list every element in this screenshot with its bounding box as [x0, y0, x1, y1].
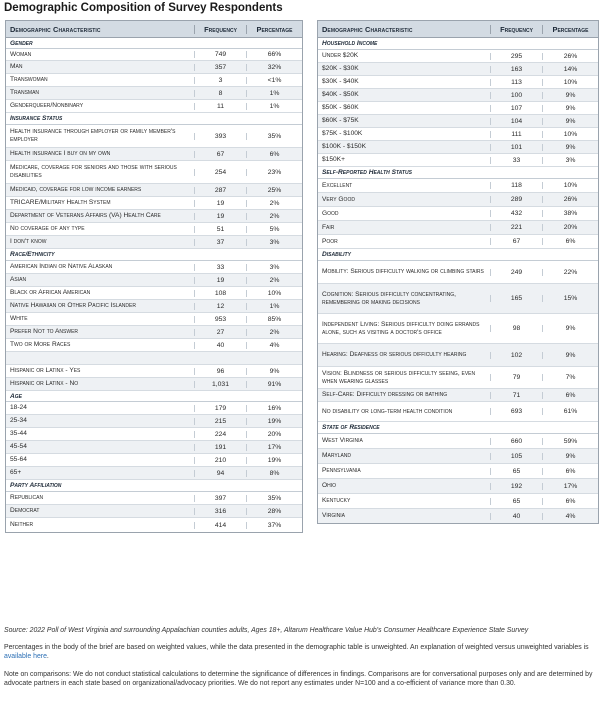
row-label: West Virginia [322, 437, 363, 444]
row-frequency: 94 [194, 470, 246, 477]
row-label: Transwoman [10, 76, 48, 83]
row-frequency: 111 [490, 131, 542, 138]
row-frequency: 224 [194, 431, 246, 438]
row-percentage: 25% [246, 187, 302, 194]
row-frequency: 3 [194, 77, 246, 84]
row-label: Native Hawaiian or Other Pacific Islander [10, 302, 136, 309]
table-row [318, 179, 598, 193]
section-header-gender: Gender [6, 38, 302, 49]
table-row [6, 61, 302, 74]
row-label: Black or African American [10, 289, 91, 296]
table-row [6, 428, 302, 441]
table-row [6, 100, 302, 113]
table-row [318, 434, 598, 449]
table-row [6, 505, 302, 518]
row-frequency: 96 [194, 368, 246, 375]
section-header-party-affiliation: Party Affiliation [6, 480, 302, 492]
section-header-state-of-residence: State of Residence [318, 422, 598, 434]
row-percentage: 3% [246, 239, 302, 246]
row-label: Democrat [10, 507, 40, 514]
table-row [318, 261, 598, 284]
row-percentage: 16% [246, 405, 302, 412]
row-percentage: 59% [542, 438, 598, 445]
section-header-insurance-status: Insurance Status [6, 113, 302, 125]
table-row [318, 449, 598, 464]
table-row [318, 221, 598, 235]
row-percentage: 2% [246, 329, 302, 336]
row-frequency: 660 [490, 438, 542, 445]
row-frequency: 51 [194, 226, 246, 233]
row-percentage: 5% [246, 226, 302, 233]
row-frequency: 33 [194, 264, 246, 271]
row-percentage: 3% [542, 157, 598, 164]
table-header [318, 21, 598, 38]
row-label: 18-24 [10, 404, 27, 411]
table-row [6, 454, 302, 467]
row-label: Independent Living: Serious difficulty doing errands alone, such as visiting a doctor's office [322, 320, 480, 336]
weighting-note [4, 643, 596, 661]
row-frequency: 67 [194, 151, 246, 158]
row-frequency: 210 [194, 457, 246, 464]
row-label: $20K - $30K [322, 65, 359, 72]
row-label: Man [10, 63, 23, 70]
row-frequency: 104 [490, 118, 542, 125]
table-row [318, 344, 598, 367]
row-frequency: 65 [490, 468, 542, 475]
row-percentage: 2% [246, 213, 302, 220]
row-label: $50K - $60K [322, 104, 359, 111]
row-frequency: 163 [490, 66, 542, 73]
row-label: 55-64 [10, 456, 27, 463]
row-frequency: 65 [490, 498, 542, 505]
table-row [6, 352, 302, 365]
row-percentage: 6% [542, 392, 598, 399]
row-label: Excellent [322, 181, 353, 189]
table-row [318, 50, 598, 63]
row-label: Cognition: Serious difficulty concentrating, remembering or making decisions [322, 290, 456, 306]
row-frequency: 40 [490, 513, 542, 520]
row-label: Department of Veterans Affairs (VA) Health Care [10, 212, 161, 219]
row-label: Fair [322, 223, 335, 231]
row-percentage: 9% [542, 325, 598, 332]
table-row [318, 102, 598, 115]
row-frequency: 357 [194, 64, 246, 71]
row-percentage: 15% [542, 295, 598, 302]
row-percentage: 10% [542, 79, 598, 86]
table-row [318, 389, 598, 402]
row-percentage: 10% [542, 182, 598, 189]
row-percentage: 4% [246, 342, 302, 349]
row-label: $75K - $100K [322, 130, 363, 137]
table-row [318, 115, 598, 128]
row-label: Hispanic or Latinx - No [10, 380, 79, 387]
row-percentage: 85% [246, 316, 302, 323]
row-frequency: 11 [194, 103, 246, 110]
row-label: $40K - $50K [322, 91, 359, 98]
row-label: Woman [10, 50, 32, 58]
row-label: Health insurance I buy on my own [10, 150, 111, 157]
row-frequency: 108 [194, 290, 246, 297]
header-frequency: Frequency [490, 25, 542, 34]
row-label: Medicare, coverage for seniors and those with serious disabilities [10, 164, 177, 179]
table-row [318, 193, 598, 207]
row-label: 25-34 [10, 417, 27, 424]
row-frequency: 8 [194, 90, 246, 97]
row-percentage: 35% [246, 133, 302, 140]
row-label: Transman [10, 89, 40, 96]
section-header-disability: Disability [318, 249, 598, 261]
row-frequency: 113 [490, 79, 542, 86]
row-percentage: 6% [246, 151, 302, 158]
row-label: Medicaid, coverage for low income earners [10, 186, 142, 193]
table-row [318, 464, 598, 479]
row-frequency: 37 [194, 239, 246, 246]
table-row [6, 402, 302, 415]
table-row [318, 154, 598, 167]
section-header-race-ethnicity: Race/Ethnicity [6, 249, 302, 261]
row-percentage: 9% [246, 368, 302, 375]
weighting-note-text: Percentages in the body of the brief are based on weighted values, while the data presented in the demographic table is unweighted. An explanation of weighted versus unweighted variables is [4, 644, 589, 651]
row-percentage: 9% [542, 352, 598, 359]
row-label: Asian [10, 276, 27, 283]
row-frequency: 179 [194, 405, 246, 412]
row-label: Two or More Races [10, 341, 71, 348]
row-label: 65+ [10, 469, 22, 476]
section-header-self-reported-health-status: Self-Reported Health Status [318, 167, 598, 179]
row-frequency: 287 [194, 187, 246, 194]
table-row [6, 184, 302, 197]
row-frequency: 316 [194, 508, 246, 515]
row-percentage: 35% [246, 495, 302, 502]
row-label: 35-44 [10, 430, 27, 437]
row-frequency: 40 [194, 342, 246, 349]
table-row [318, 89, 598, 102]
available-here-link[interactable]: available here [4, 653, 47, 660]
row-percentage: 6% [542, 498, 598, 505]
row-label: Neither [10, 521, 34, 528]
row-frequency: 101 [490, 144, 542, 151]
row-frequency: 100 [490, 92, 542, 99]
row-frequency: 192 [490, 483, 542, 490]
row-frequency: 118 [490, 182, 542, 189]
table-row [6, 415, 302, 428]
row-label: American Indian or Native Alaskan [10, 263, 113, 270]
row-label: 45-54 [10, 443, 27, 450]
row-frequency: 414 [194, 522, 246, 529]
table-row [6, 223, 302, 236]
table-row [6, 49, 302, 61]
table-row [6, 236, 302, 249]
row-frequency: 432 [490, 210, 542, 217]
row-percentage: 26% [542, 196, 598, 203]
row-percentage: 3% [246, 264, 302, 271]
row-label: Ohio [322, 482, 337, 489]
table-row [6, 300, 302, 313]
table-row [6, 441, 302, 454]
row-frequency: 393 [194, 133, 246, 140]
row-label: Mobility: Serious difficulty walking or climbing stairs [322, 268, 484, 275]
header-characteristic: Demographic Characteristic [322, 24, 413, 34]
comparisons-note: Note on comparisons: We do not conduct statistical calculations to determine the significance of differences in findings. Comparisons are for conversational purposes only and are determined by advocate partners in each state based on organizational/advocacy priorities. We do not report any estimates under N=100 and a co-efficient of variance more than 0.30. [4, 671, 593, 687]
row-percentage: 8% [246, 470, 302, 477]
row-percentage: 6% [542, 468, 598, 475]
row-frequency: 98 [490, 325, 542, 332]
left-table-body [6, 38, 302, 532]
table-row [6, 326, 302, 339]
row-percentage: 14% [542, 66, 598, 73]
table-row [6, 125, 302, 148]
table-row [318, 509, 598, 523]
row-percentage: 91% [246, 381, 302, 388]
row-label: No coverage of any type [10, 225, 85, 232]
header-frequency: Frequency [194, 25, 246, 34]
table-row [6, 467, 302, 480]
row-frequency: 249 [490, 269, 542, 276]
row-percentage: 1% [246, 90, 302, 97]
row-label: $60K - $75K [322, 117, 359, 124]
row-percentage: 9% [542, 92, 598, 99]
table-row [318, 314, 598, 344]
row-frequency: 221 [490, 224, 542, 231]
row-percentage: 6% [542, 238, 598, 245]
table-row [6, 261, 302, 274]
row-percentage: 9% [542, 144, 598, 151]
row-frequency: 67 [490, 238, 542, 245]
header-percentage: Percentage [542, 25, 598, 34]
table-row [318, 235, 598, 249]
row-label: White [10, 315, 28, 322]
page-title: Demographic Composition of Survey Respondents [4, 2, 283, 14]
row-label: Pennsylvania [322, 467, 361, 474]
right-table-body [318, 38, 598, 523]
row-label: Kentucky [322, 497, 351, 504]
table-row [6, 197, 302, 210]
row-percentage: 32% [246, 64, 302, 71]
row-frequency: 33 [490, 157, 542, 164]
row-percentage: 9% [542, 105, 598, 112]
row-label: Maryland [322, 452, 352, 459]
row-percentage: 2% [246, 277, 302, 284]
row-label: Prefer Not to Answer [10, 328, 79, 335]
row-label: No disability or long-term health condition [322, 407, 453, 415]
row-frequency: 295 [490, 53, 542, 60]
table-row [6, 210, 302, 223]
row-percentage: 7% [542, 374, 598, 381]
table-row [6, 365, 302, 378]
row-frequency: 191 [194, 444, 246, 451]
row-frequency: 693 [490, 408, 542, 415]
row-label: $100K - $150K [322, 143, 366, 150]
row-frequency: 71 [490, 392, 542, 399]
table-row [6, 287, 302, 300]
row-label: Republican [10, 494, 44, 501]
row-frequency: 289 [490, 196, 542, 203]
row-percentage: 23% [246, 169, 302, 176]
table-row [6, 313, 302, 326]
row-percentage: 20% [246, 431, 302, 438]
table-header [6, 21, 302, 38]
row-percentage: 66% [246, 51, 302, 58]
table-row [6, 518, 302, 532]
table-row [318, 402, 598, 422]
row-frequency: 107 [490, 105, 542, 112]
table-row [318, 128, 598, 141]
row-frequency: 19 [194, 200, 246, 207]
header-percentage: Percentage [246, 25, 302, 34]
row-percentage: 20% [542, 224, 598, 231]
row-frequency: 19 [194, 213, 246, 220]
row-label: Vision: Blindness or serious difficulty seeing, even when wearing glasses [322, 369, 476, 385]
row-percentage: 61% [542, 408, 598, 415]
row-label: $30K - $40K [322, 78, 359, 85]
table-row [6, 161, 302, 184]
row-label: Genderqueer/Nonbinary [10, 102, 84, 109]
row-frequency: 165 [490, 295, 542, 302]
row-frequency: 79 [490, 374, 542, 381]
table-row [6, 87, 302, 100]
row-frequency: 1,031 [194, 381, 246, 388]
row-label: Good [322, 209, 339, 217]
row-percentage: 10% [246, 290, 302, 297]
table-row [318, 76, 598, 89]
row-frequency: 953 [194, 316, 246, 323]
row-frequency: 105 [490, 453, 542, 460]
row-frequency: 27 [194, 329, 246, 336]
table-row [6, 74, 302, 87]
row-label: Very Good [322, 195, 355, 203]
table-row [318, 367, 598, 389]
row-frequency: 749 [194, 51, 246, 58]
left-demographic-table [5, 20, 303, 533]
row-percentage: 1% [246, 103, 302, 110]
table-row [6, 378, 302, 391]
right-demographic-table [317, 20, 599, 524]
row-frequency: 215 [194, 418, 246, 425]
row-percentage: 9% [542, 118, 598, 125]
table-row [318, 63, 598, 76]
table-row [6, 492, 302, 505]
row-percentage: 1% [246, 303, 302, 310]
row-percentage: 4% [542, 513, 598, 520]
row-percentage: 22% [542, 269, 598, 276]
row-label: TRICARE/Military Health System [10, 199, 111, 206]
table-row [318, 494, 598, 509]
row-label: Poor [322, 237, 338, 245]
row-frequency: 19 [194, 277, 246, 284]
row-frequency: 254 [194, 169, 246, 176]
table-row [6, 274, 302, 287]
section-header-age: Age [6, 391, 302, 402]
row-label: I don't know [10, 238, 47, 245]
weighting-note-end: . [46, 653, 49, 660]
row-label: Health insurance through employer or family member's employer [10, 128, 176, 143]
row-label: Self-Care: Difficulty dressing or bathing [322, 391, 448, 398]
row-percentage: 9% [542, 453, 598, 460]
source-note: Source: 2022 Poll of West Virginia and surrounding Appalachian counties adults, Ages 18+, Altarum Healthcare Value Hub's Consumer Healthcare Experience State Survey [4, 627, 529, 634]
row-frequency: 12 [194, 303, 246, 310]
row-percentage: <1% [246, 77, 302, 84]
header-characteristic: Demographic Characteristic [10, 24, 101, 34]
table-row [6, 148, 302, 161]
section-header-household-income: Household Income [318, 38, 598, 50]
row-label: $150K+ [322, 156, 345, 163]
table-row [6, 339, 302, 352]
row-frequency: 102 [490, 352, 542, 359]
table-row [318, 207, 598, 221]
row-percentage: 10% [542, 131, 598, 138]
row-label: Under $20K [322, 52, 359, 59]
row-percentage: 26% [542, 53, 598, 60]
row-percentage: 17% [246, 444, 302, 451]
row-percentage: 37% [246, 522, 302, 529]
row-label: Virginia [322, 512, 346, 519]
row-percentage: 19% [246, 418, 302, 425]
table-row [318, 479, 598, 494]
row-percentage: 19% [246, 457, 302, 464]
row-percentage: 17% [542, 483, 598, 490]
row-label: Hispanic or Latinx - Yes [10, 367, 81, 374]
row-percentage: 2% [246, 200, 302, 207]
row-percentage: 28% [246, 508, 302, 515]
row-frequency: 397 [194, 495, 246, 502]
row-percentage: 38% [542, 210, 598, 217]
row-label: Hearing: Deafness or serious difficulty hearing [322, 351, 467, 358]
table-row [318, 141, 598, 154]
table-row [318, 284, 598, 314]
